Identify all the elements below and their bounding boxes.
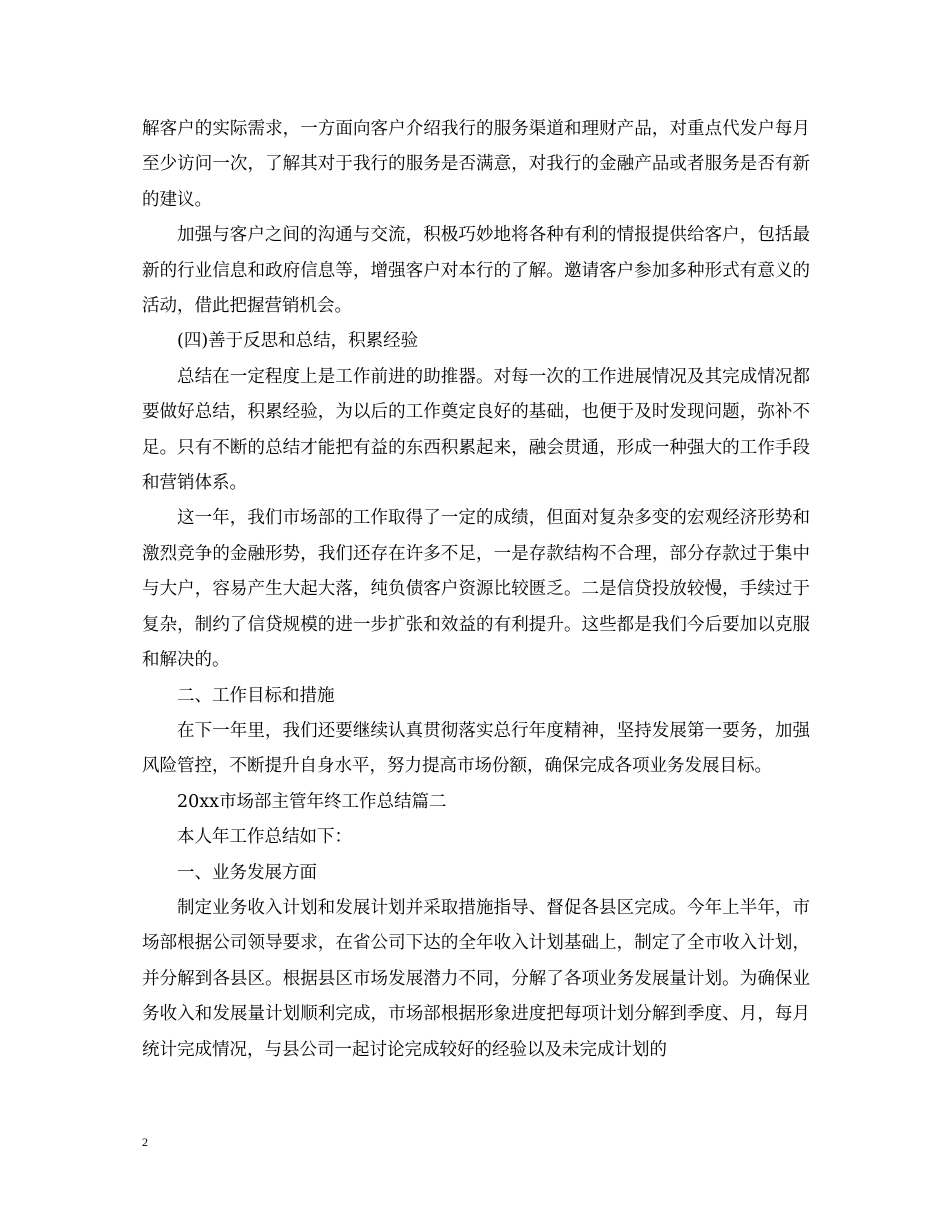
paragraph-4: 这一年，我们市场部的工作取得了一定的成绩，但面对复杂多变的宏观经济形势和激烈竞争的金融形势，我们还存在许多不足，一是存款结构不合理，部分存款过于集中与大户，容易产生大起大落，纯负债客户资源比较匮乏。二是信贷投放较慢，手续过于复杂，制约了信贷规模的进一步扩张和效益的有利提升。这些都是我们今后要加以克服和解决的。 <box>142 508 810 671</box>
paragraph-3: 总结在一定程度上是工作前进的助推器。对每一次的工作进展情况及其完成情况都要做好总结，积累经验，为以后的工作奠定良好的基础，也便于及时发现问题，弥补不足。只有不断的总结才能把有益的东西积累起来，融会贯通，形成一种强大的工作手段和营销体系。 <box>142 366 810 494</box>
paragraph-6: 本人年工作总结如下： <box>177 827 352 848</box>
paragraph-5: 在下一年里，我们还要继续认真贯彻落实总行年度精神，坚持发展第一要务，加强风险管控，不断提升自身水平，努力提高市场份额，确保完成各项业务发展目标。 <box>142 720 810 777</box>
page-number: 2 <box>142 1135 148 1149</box>
paragraph-1: 解客户的实际需求，一方面向客户介绍我行的服务渠道和理财产品，对重点代发户每月至少访问一次，了解其对于我行的服务是否满意，对我行的金融产品或者服务是否有新的建议。 <box>142 119 810 210</box>
document-body <box>142 112 810 1068</box>
section-heading-business: 一、业务发展方面 <box>177 862 317 883</box>
section-heading-4: (四)善于反思和总结，积累经验 <box>177 331 419 352</box>
paragraph-7: 制定业务收入计划和发展计划并采取措施指导、督促各县区完成。今年上半年，市场部根据公司领导要求，在省公司下达的全年收入计划基础上，制定了全市收入计划，并分解到各县区。根据县区市场发展潜力不同，分解了各项业务发展量计划。为确保业务收入和发展量计划顺利完成，市场部根据形象进度把每项计划分解到季度、月，每月统计完成情况，与县公司一起讨论完成较好的经验以及未完成计划的 <box>142 897 810 1060</box>
paragraph-2: 加强与客户之间的沟通与交流，积极巧妙地将各种有利的情报提供给客户，包括最新的行业信息和政府信息等，增强客户对本行的了解。邀请客户参加多种形式有意义的活动，借此把握营销机会。 <box>142 225 810 317</box>
article-title-part-two: 20xx市场部主管年终工作总结篇二 <box>177 791 447 812</box>
section-heading-goals: 二、工作目标和措施 <box>177 685 335 706</box>
